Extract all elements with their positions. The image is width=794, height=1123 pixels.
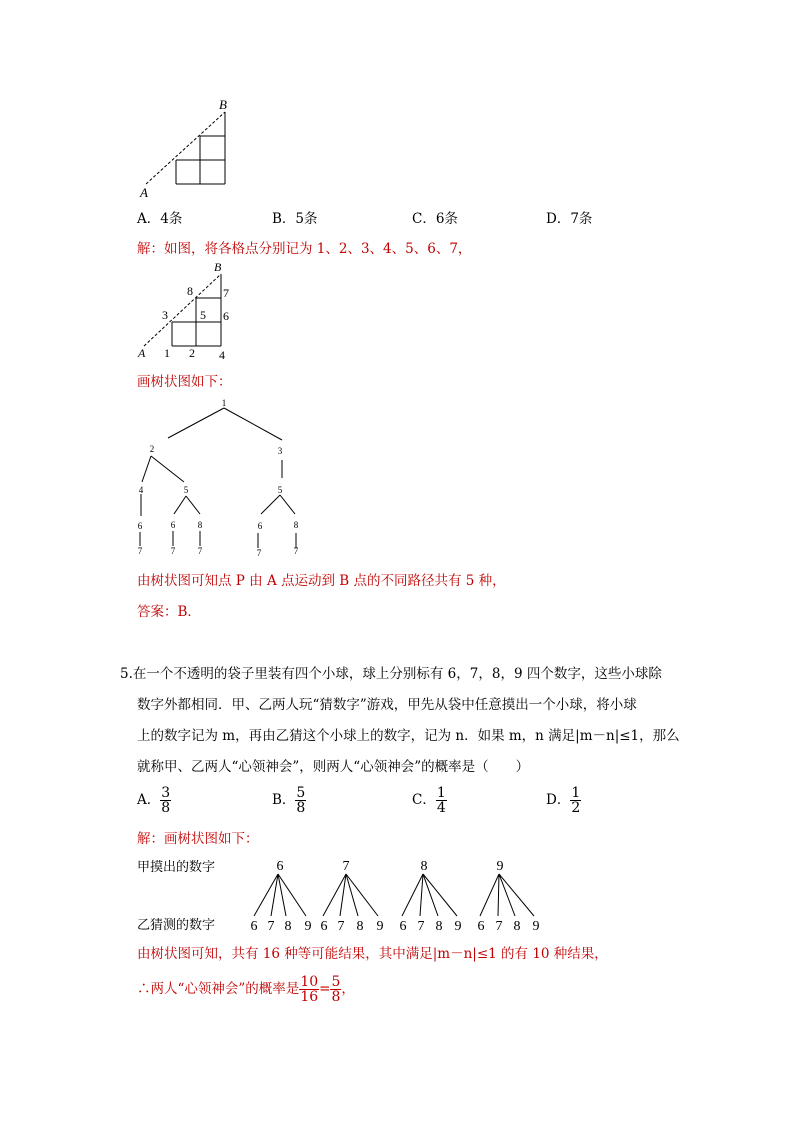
svg-text:1: 1 (221, 398, 227, 408)
svg-text:3: 3 (277, 446, 283, 456)
svg-text:3: 3 (162, 308, 168, 322)
svg-text:8: 8 (513, 919, 521, 934)
row-label-yi: 乙猜测的数字 (137, 918, 216, 933)
q5-option-c: C． $\frac{1}{4}$ (412, 785, 446, 816)
svg-text:7: 7 (223, 286, 229, 300)
q5-line3: 上的数字记为 m，再由乙猜这个小球上的数字，记为 n．如果 m，n 满足|m－n|≤1，那么 (137, 728, 680, 744)
svg-text:7: 7 (197, 546, 203, 556)
tree-diagram-2 (240, 854, 560, 934)
svg-text:6: 6 (223, 309, 229, 323)
sol4-line2: 画树状图如下： (137, 374, 232, 390)
svg-text:7: 7 (137, 546, 143, 556)
grid-figure-1 (130, 96, 240, 202)
q5-line4: 就称甲、乙两人“心领神会”，则两人“心领神会”的概率是（ ） (137, 759, 530, 775)
svg-text:6: 6 (320, 919, 328, 934)
svg-text:7: 7 (293, 546, 299, 556)
q4-option-a: A．4条 (137, 211, 183, 227)
q5-option-b: B． $\frac{5}{8}$ (272, 785, 306, 816)
svg-text:7: 7 (256, 548, 262, 558)
svg-text:9: 9 (454, 919, 462, 934)
svg-text:6: 6 (399, 919, 407, 934)
svg-text:6: 6 (137, 521, 143, 531)
svg-text:6: 6 (250, 919, 258, 934)
svg-text:5: 5 (277, 485, 283, 495)
tree-diagram-1 (130, 396, 310, 561)
svg-text:5: 5 (183, 485, 189, 495)
svg-text:A: A (138, 346, 146, 360)
svg-text:B: B (214, 260, 222, 274)
svg-text:9: 9 (496, 859, 504, 874)
svg-text:7: 7 (267, 919, 275, 934)
svg-text:8: 8 (420, 859, 428, 874)
svg-text:7: 7 (170, 546, 176, 556)
q4-option-c: C．6条 (412, 211, 458, 227)
svg-text:4: 4 (138, 485, 144, 495)
sol4-line3: 由树状图可知点 P 由 A 点运动到 B 点的不同路径共有 5 种， (137, 573, 506, 589)
svg-text:6: 6 (276, 859, 284, 874)
svg-text:4: 4 (219, 348, 225, 362)
row-label-jia: 甲摸出的数字 (137, 860, 216, 875)
q4-option-d: D．7条 (546, 211, 593, 227)
sol5-line1: 解：画树状图如下： (137, 831, 259, 847)
svg-text:8: 8 (356, 919, 364, 934)
svg-text:7: 7 (342, 859, 350, 874)
point-b-label: B (219, 97, 227, 112)
q4-option-b: B．5条 (272, 211, 318, 227)
grid-figure-2 (130, 258, 240, 364)
svg-text:7: 7 (337, 919, 345, 934)
svg-text:9: 9 (532, 919, 540, 934)
svg-text:6: 6 (170, 520, 176, 530)
svg-text:8: 8 (284, 919, 292, 934)
svg-text:9: 9 (304, 919, 312, 934)
q5-option-d: D． $\frac{1}{2}$ (546, 785, 581, 816)
q5-line2: 数字外都相同．甲、乙两人玩“猜数字”游戏，甲先从袋中任意摸出一个小球，将小球 (137, 697, 637, 713)
svg-text:8: 8 (197, 520, 203, 530)
sol5-line2: 由树状图可知，共有 16 种等可能结果，其中满足|m－n|≤1 的有 10 种结果， (137, 946, 608, 962)
svg-text:1: 1 (164, 346, 170, 360)
svg-text:7: 7 (417, 919, 425, 934)
svg-text:8: 8 (435, 919, 443, 934)
svg-text:2: 2 (149, 444, 155, 454)
svg-text:6: 6 (257, 521, 263, 531)
svg-text:8: 8 (187, 284, 193, 298)
svg-text:9: 9 (376, 919, 384, 934)
sol4-line1: 解：如图，将各格点分别记为 1、2、3、4、5、6、7， (137, 241, 472, 257)
svg-text:6: 6 (477, 919, 485, 934)
sol5-line3: ∴两人“心领神会”的概率是 $\frac{10}{16}$ = $\frac{5}{8}$ ， (137, 974, 355, 1005)
sol4-answer: 答案：B． (137, 604, 201, 620)
svg-text:8: 8 (293, 520, 299, 530)
svg-text:7: 7 (495, 919, 503, 934)
svg-text:5: 5 (200, 308, 206, 322)
q5-line1: 5.在一个不透明的袋子里装有四个小球，球上分别标有 6，7，8，9 四个数字，这些小球除 (120, 666, 662, 682)
svg-text:2: 2 (189, 346, 195, 360)
q5-option-a: A． $\frac{3}{8}$ (137, 785, 171, 816)
point-a-label: A (140, 185, 148, 200)
